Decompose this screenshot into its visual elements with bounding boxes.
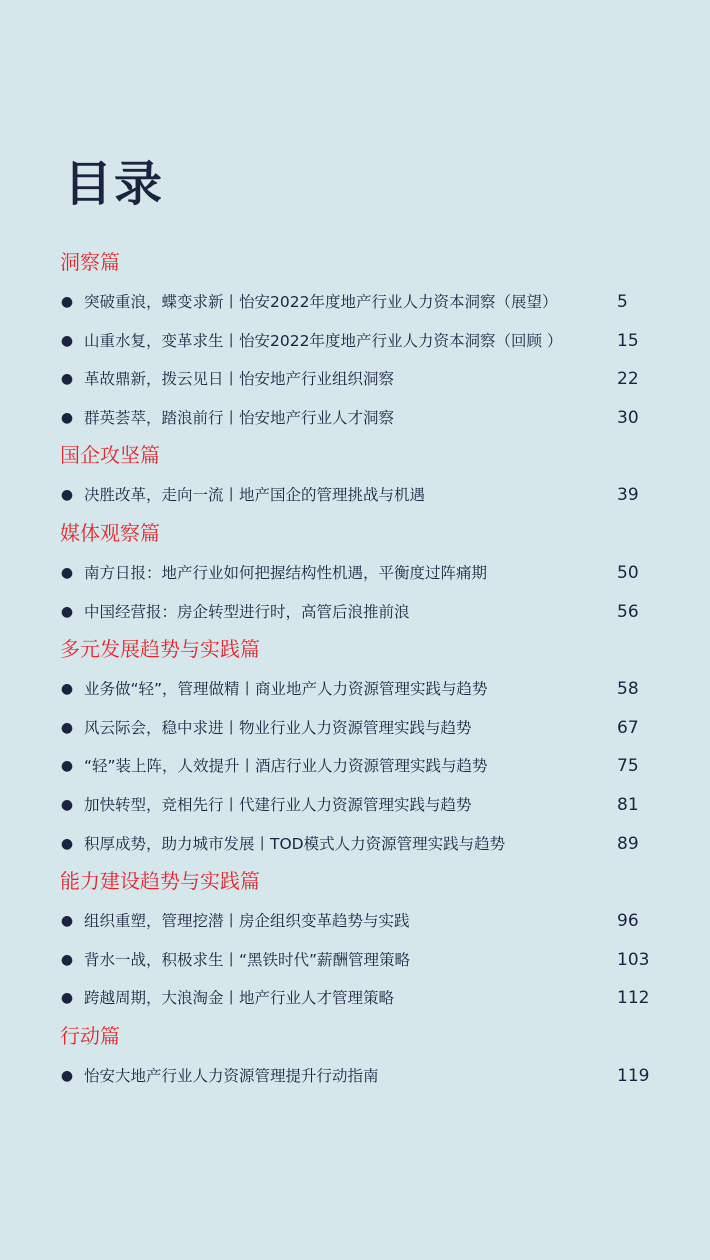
bullet-icon: ● (60, 371, 74, 388)
toc-entry-title: 革故鼎新，拨云见日丨怡安地产行业组织洞察 (84, 370, 395, 389)
bullet-icon: ● (60, 564, 74, 581)
toc-entry-page: 81 (617, 794, 639, 815)
toc-entry[interactable] (0, 825, 710, 864)
toc-entry-title: 南方日报：地产行业如何把握结构性机遇，平衡度过阵痛期 (84, 563, 488, 582)
table-of-contents (0, 244, 710, 1096)
section-heading-diversified: 多元发展趋势与实践篇 (60, 637, 260, 662)
toc-entry[interactable] (0, 670, 710, 709)
bullet-icon: ● (60, 990, 74, 1007)
toc-entry-page: 50 (617, 562, 639, 583)
section-heading-capability: 能力建设趋势与实践篇 (60, 869, 260, 894)
toc-entry[interactable] (0, 747, 710, 786)
toc-entry-title: 群英荟萃，踏浪前行丨怡安地产行业人才洞察 (84, 408, 395, 427)
bullet-icon: ● (60, 294, 74, 310)
toc-entry-page: 103 (617, 949, 650, 970)
bullet-icon: ● (60, 758, 74, 775)
toc-entry[interactable] (0, 554, 710, 593)
toc-entry[interactable] (0, 360, 710, 399)
toc-entry[interactable] (0, 283, 710, 322)
section-heading-action: 行动篇 (60, 1023, 120, 1048)
toc-entry-page: 96 (617, 911, 639, 932)
toc-entry-title: 风云际会，稳中求进丨物业行业人力资源管理实践与趋势 (84, 718, 472, 737)
bullet-icon: ● (60, 409, 74, 426)
toc-entry-title: 跨越周期，大浪淘金丨地产行业人才管理策略 (84, 989, 395, 1008)
toc-entry[interactable] (0, 399, 710, 438)
toc-entry-title: 积厚成势，助力城市发展丨TOD模式人力资源管理实践与趋势 (84, 834, 506, 853)
toc-entry-page: 89 (617, 833, 639, 854)
bullet-icon: ● (60, 951, 74, 968)
toc-entry[interactable] (0, 786, 710, 825)
bullet-icon: ● (60, 603, 74, 620)
page-title: 目录 (64, 156, 165, 212)
toc-entry[interactable] (0, 902, 710, 941)
toc-entry-title: 突破重浪，蝶变求新丨怡安2022年度地产行业人力资本洞察（展望） (84, 293, 558, 311)
toc-entry-page: 75 (617, 756, 639, 777)
toc-entry-page: 39 (617, 485, 639, 506)
toc-entry-title: 决胜改革，走向一流丨地产国企的管理挑战与机遇 (84, 486, 426, 505)
toc-entry-title: 山重水复，变革求生丨怡安2022年度地产行业人力资本洞察（回顾 ） (84, 331, 563, 350)
section-heading-media: 媒体观察篇 (60, 520, 160, 545)
toc-entry-title: 怡安大地产行业人力资源管理提升行动指南 (84, 1066, 379, 1085)
section-heading-insight: 洞察篇 (60, 250, 120, 274)
toc-entry-page: 30 (617, 407, 639, 428)
bullet-icon: ● (60, 487, 74, 504)
toc-entry[interactable] (0, 709, 710, 748)
bullet-icon: ● (60, 796, 74, 813)
bullet-icon: ● (60, 719, 74, 736)
bullet-icon: ● (60, 835, 74, 852)
toc-entry-page: 112 (617, 988, 650, 1009)
toc-entry-title: 中国经营报：房企转型进行时，高管后浪推前浪 (84, 602, 410, 621)
toc-entry[interactable] (0, 593, 710, 632)
toc-entry[interactable] (0, 1057, 710, 1096)
toc-entry-title: 背水一战，积极求生丨“黑铁时代”薪酬管理策略 (84, 950, 411, 969)
toc-entry[interactable] (0, 941, 710, 980)
toc-entry[interactable] (0, 476, 710, 515)
toc-entry-page: 119 (617, 1065, 650, 1086)
bullet-icon: ● (60, 1067, 74, 1084)
toc-entry-title: 加快转型，竞相先行丨代建行业人力资源管理实践与趋势 (84, 795, 472, 814)
toc-entry-page: 67 (617, 717, 639, 738)
toc-entry-page: 22 (617, 369, 639, 390)
toc-entry-page: 15 (617, 330, 639, 351)
toc-entry-title: 组织重塑，管理挖潜丨房企组织变革趋势与实践 (84, 912, 410, 931)
toc-entry[interactable] (0, 322, 710, 361)
toc-entry-page: 56 (617, 601, 639, 622)
toc-entry-title: “轻”装上阵，人效提升丨酒店行业人力资源管理实践与趋势 (84, 757, 488, 776)
toc-entry-page: 58 (617, 679, 639, 700)
bullet-icon: ● (60, 913, 74, 930)
bullet-icon: ● (60, 681, 74, 698)
toc-entry-page: 5 (617, 292, 628, 312)
toc-entry[interactable] (0, 979, 710, 1018)
toc-entry-title: 业务做“轻”，管理做精丨商业地产人力资源管理实践与趋势 (84, 680, 488, 699)
section-heading-soe: 国企攻坚篇 (60, 443, 160, 468)
bullet-icon: ● (60, 332, 74, 349)
